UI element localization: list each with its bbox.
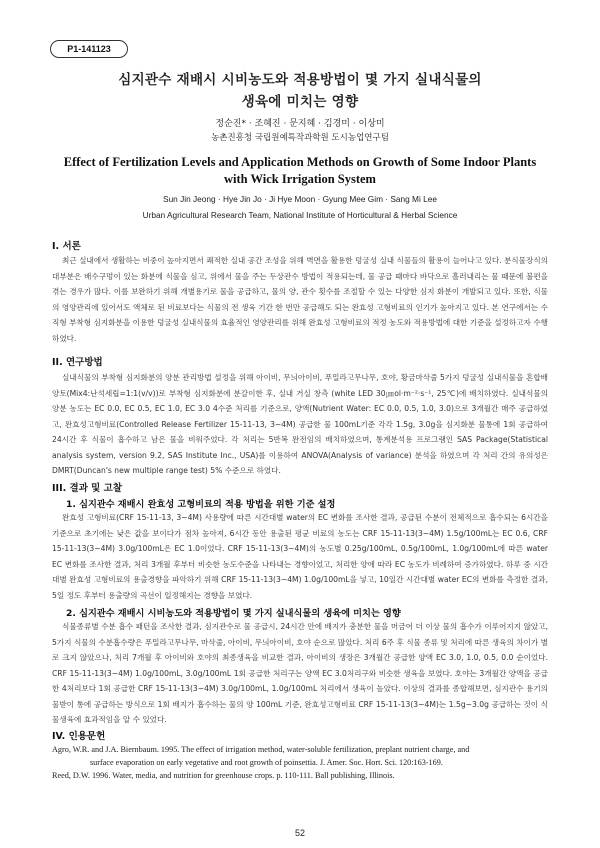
results-paragraph-1: 완효성 고형비료(CRF 15-11-13, 3~4M) 사용량에 따른 시간대별 water의 EC 변화를 조사한 결과, 공급된 수분이 전체적으로 흡수되는 6시간을 기준으로 초기에는 낮은 값을 보이다가 점차 높아져, 6시간 동안 용출된 평균 비료의 농도는 CRF 15-11-13(3~4M) 1.5g/100mL는 EC 0.6, CRF 15-11-13(3~4M) 3.0g/100mL은 EC 1.0이었다. CRF 15-11-13(3~4M)의 농도별 0.25g/100mL, 0.5g/100mL, 1.0g/100mL에 따른 water EC 변화를 조사한 결과, 처리 3개월 후부터 비슷한 농도수준을 나타내는 경향이었고, 처리한 양에 따라 EC 농도가 비례하여 증가하였다. 하루 중 시간대별 완효성 고형비료의 용출경향을 파악하기 위해 CRF 15-11-13(3~4M) 1.0g/100mL을 넣고, 10일간 시간대별 water EC의 변화를 측정한 결과, 5일 정도 후부터 용출량의 곡선이 일정해지는 경향을 보였다. (52, 513, 548, 600)
reference-item-2: Reed, D.W. 1996. Water, media, and nutrition for greenhouse crops. p. 110-111. Ball publishing, Illinois. (52, 771, 395, 780)
section-heading-introduction: I. 서론 (52, 241, 81, 252)
introduction-paragraph: 최근 실내에서 생활하는 비중이 높아지면서 쾌적한 실내 공간 조성을 위해 벽면을 활용한 덩굴성 실내 식물들의 활용이 늘어나고 있다. 분식물장식의 대부분은 배수구멍이 있는 화분에 식물을 심고, 위에서 물을 주는 두상관수 방법이 적용되는데, 물 공급 때마다 바닥으로 흘러내리는 물 때문에 불편을 겪는 경우가 많다. 이를 보완하기 위해 개별용기로 물을 공급하고, 물의 양, 관수 횟수를 조절할 수 있는 다양한 심지 화분이 개발되고 있다. 또한, 식물의 영양관리에 있어서도 액체로 된 비료보다는 식물의 전 생육 기간 한 번만 공급해도 되는 완효성 고형비료의 인기가 높아지고 있다. 본 연구에서는 수직형 부착형 심지화분을 이용한 덩굴성 실내식물의 효율적인 영양관리를 위해 완효성 고형비료의 적정 농도와 적용방법에 대한 기준을 설정하고자 수행하였다. (52, 256, 548, 343)
reference-1-line2: surface evaporation on early vegetative and root growth of poinsettia. J. Amer. Soc. Hort. Sci. 120:163-169. (90, 757, 443, 767)
korean-title-line1: 심지관수 재배시 시비농도와 적용방법이 몇 가지 실내식물의 (118, 72, 482, 88)
section-heading-methods: II. 연구방법 (52, 357, 103, 368)
reference-1-line1: Agro, W.R. and J.A. Biernbaum. 1995. The effect of irrigation method, water-soluble fertilization, preplant nutrient charge, and (52, 745, 470, 754)
korean-authors: 정순진* · 조혜진 · 문지혜 · 김경미 · 이상미 (215, 119, 385, 129)
section-heading-references: IV. 인용문헌 (52, 731, 106, 742)
english-authors: Sun Jin Jeong · Hye Jin Jo · Ji Hye Moon · Gyung Mee Gim · Sang Mi Lee (163, 194, 437, 204)
korean-title-line2: 생육에 미치는 영향 (241, 94, 359, 110)
english-affiliation: Urban Agricultural Research Team, National Institute of Horticultural & Herbal Science (142, 210, 458, 220)
page-number: 52 (294, 828, 305, 838)
korean-affiliation: 농촌진흥청 국립원예특작과학원 도시농업연구팀 (211, 133, 389, 143)
methods-paragraph: 실내식물의 부착형 심지화분의 양분 관리방법 설정을 위해 아이비, 무늬아이비, 푸밀라고무나무, 호야, 황금마삭줄 5가지 덩굴성 실내식물을 혼합배양토(Mix4:난석세립=1:1(v/v))로 부착형 심지화분에 분갈이한 후, 실내 거실 창측 (white LED 30㎛ol·m⁻²·s⁻¹, 25℃)에 배치하였다. 실내식물의 양분 농도는 EC 0.0, EC 0.5, EC 1.0, EC 3.0 4수준 처리를 기준으로, 양액(Nutrient Water: EC 0.0, 0.5, 1.0, 3.0)으로 3개월간 매주 공급하였고, 완효성고형비료(Controlled Release Fertilizer 15-11-13, 3~4M) 공급한 물 100mL기준 각각 1.5g, 3.0g을 심지화분 물통에 1회 공급하여 24시간 후 식물이 흡수하고 남은 물을 비워주었다. 각 처리는 5반복 완전임의 배치하였으며, 통계분석용 프로그램인 SAS Package(Statistical analysis system, version 9.2, SAS Institute Inc., USA)를 이용하여 ANOVA(Analysis of variance) 분석을 하였으며 각 처리 간의 유의성은 DMRT(Duncan's new multiple range test) 5% 수준으로 하였다. (52, 373, 548, 475)
english-title-line2: with Wick Irrigation System (224, 172, 376, 186)
results-subheading-1: 1. 심지관수 재배시 완효성 고형비료의 적용 방법을 위한 기준 설정 (66, 499, 336, 510)
results-paragraph-2: 식물종류별 수분 흡수 패턴을 조사한 결과, 심지관수로 물 공급시, 24시간 안에 배지가 충분한 물을 머금어 더 이상 물의 흡수가 이루어지지 않았고, 5가지 식물의 수분흡수량은 푸밀라고무나무, 마삭줄, 아이비, 무늬아이비, 호야 순으로 많았다. 처리 6주 후 식물 종류 및 처리에 따른 생육의 차이가 별로 크지 않았으나, 처리 7개월 후 아이비와 호야의 최종생육을 비교한 결과, 아이비의 생장은 3개월간 공급한 양액 EC 3.0, 1.0, 0.5, 0.0 순이었다. CRF 15-11-13(3~4M) 1.0g/100mL, 3.0g/100mL 1회 공급한 처리구는 양액 EC 3.0처리구와 비슷한 생육을 보였다. 호야는 3개월간 양액을 공급한 4처리보다 1회 공급한 CRF 15-11-13(3~4M) 3.0g/100mL, 1.0g/100mL 처리에서 생육이 높았다. 이상의 결과를 종합해보면, 심지관수 용기의 물받이 통에 공급하는 방식으로 1회 배지가 흡수하는 물의 양 100mL 기준, 완효성고형비료 CRF 15-11-13(3~4M)는 1.5g~3.0g 공급하는 것이 식물생육에 효과적임을 알 수 있었다. (52, 622, 548, 724)
english-title-line1: Effect of Fertilization Levels and Application Methods on Growth of Some Indoor Plants (63, 155, 537, 169)
results-subheading-2: 2. 심지관수 재배시 시비농도와 적용방법이 몇 가지 실내식물의 생육에 미치는 영향 (66, 608, 401, 619)
reference-item-1 (52, 744, 548, 769)
section-heading-results: III. 결과 및 고찰 (52, 483, 123, 494)
abstract-id-badge: P1-141123 (50, 40, 128, 58)
